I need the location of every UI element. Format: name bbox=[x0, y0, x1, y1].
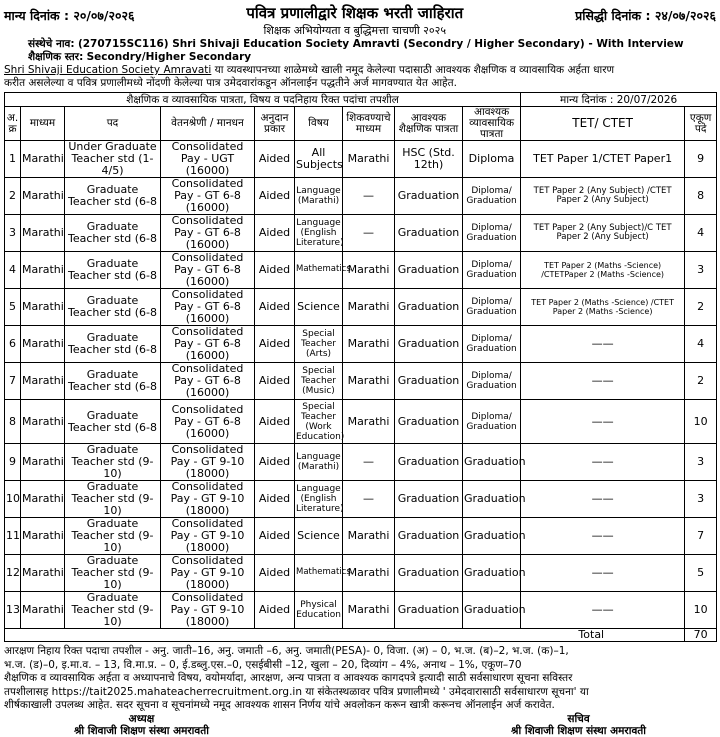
cell-medium: Marathi bbox=[21, 363, 65, 400]
signatures bbox=[4, 713, 716, 737]
cell-teach: — bbox=[343, 481, 395, 518]
footer-notes bbox=[4, 645, 716, 713]
cell-post: Graduate Teacher std (6-8 bbox=[65, 252, 161, 289]
total-row bbox=[5, 629, 717, 642]
cell-subject: Mathematics bbox=[295, 555, 343, 592]
cell-prof: Diploma/ Graduation bbox=[463, 215, 521, 252]
table-row bbox=[5, 518, 717, 555]
cell-posts: 2 bbox=[685, 289, 717, 326]
cell-teach: Marathi bbox=[343, 252, 395, 289]
table-header-row bbox=[5, 107, 717, 141]
cell-prof: Diploma/ Graduation bbox=[463, 400, 521, 444]
cell-teach: Marathi bbox=[343, 592, 395, 629]
header-center bbox=[246, 3, 463, 38]
cell-no: 4 bbox=[5, 252, 21, 289]
cell-no: 3 bbox=[5, 215, 21, 252]
cell-edu: Graduation bbox=[395, 481, 463, 518]
cell-posts: 2 bbox=[685, 363, 717, 400]
cell-medium: Marathi bbox=[21, 252, 65, 289]
col-header: पद bbox=[65, 107, 161, 141]
table-approval-date: मान्य दिनांक : 20/07/2026 bbox=[521, 93, 717, 107]
secretary-title: सचिव bbox=[567, 712, 590, 725]
cell-medium: Marathi bbox=[21, 215, 65, 252]
cell-prof: Graduation bbox=[463, 481, 521, 518]
cell-aid: Aided bbox=[255, 444, 295, 481]
cell-tet: —— bbox=[521, 363, 685, 400]
cell-aid: Aided bbox=[255, 400, 295, 444]
cell-pay: Consolidated Pay - GT 6-8 (16000) bbox=[161, 252, 255, 289]
table-row bbox=[5, 592, 717, 629]
cell-teach: — bbox=[343, 215, 395, 252]
publish-date-label: प्रसिद्धी दिनांक : २४/०७/२०२६ bbox=[575, 8, 716, 23]
col-header: विषय bbox=[295, 107, 343, 141]
cell-aid: Aided bbox=[255, 555, 295, 592]
cell-post: Graduate Teacher std (9-10) bbox=[65, 481, 161, 518]
cell-prof: Diploma/ Graduation bbox=[463, 252, 521, 289]
cell-subject: Special Teacher (Arts) bbox=[295, 326, 343, 363]
cell-edu: Graduation bbox=[395, 444, 463, 481]
cell-subject: Physical Education bbox=[295, 592, 343, 629]
cell-medium: Marathi bbox=[21, 518, 65, 555]
cell-edu: Graduation bbox=[395, 178, 463, 215]
cell-posts: 4 bbox=[685, 326, 717, 363]
cell-tet: TET Paper 2 (Any Subject)/C TET Paper 2 (Any Subject) bbox=[521, 215, 685, 252]
cell-tet: TET Paper 1/CTET Paper1 bbox=[521, 141, 685, 178]
cell-aid: Aided bbox=[255, 481, 295, 518]
cell-teach: Marathi bbox=[343, 518, 395, 555]
cell-post: Graduate Teacher std (9-10) bbox=[65, 444, 161, 481]
cell-medium: Marathi bbox=[21, 592, 65, 629]
cell-edu: Graduation bbox=[395, 555, 463, 592]
cell-tet: —— bbox=[521, 555, 685, 592]
cell-teach: Marathi bbox=[343, 400, 395, 444]
cell-medium: Marathi bbox=[21, 178, 65, 215]
cell-no: 13 bbox=[5, 592, 21, 629]
cell-edu: Graduation bbox=[395, 592, 463, 629]
cell-posts: 3 bbox=[685, 481, 717, 518]
cell-post: Graduate Teacher std (9-10) bbox=[65, 592, 161, 629]
cell-aid: Aided bbox=[255, 518, 295, 555]
cell-teach: Marathi bbox=[343, 141, 395, 178]
cell-posts: 8 bbox=[685, 178, 717, 215]
cell-edu: Graduation bbox=[395, 326, 463, 363]
signature-president bbox=[4, 713, 209, 737]
institute-info bbox=[4, 38, 716, 90]
institute-name: (270715SC116) Shri Shivaji Education Society Amravti (Secondry / Higher Secondary) - With Interview bbox=[77, 38, 684, 50]
notice-line-3: शीर्षकाखाली उपलब्ध आहेत. सदर सूचना व सूचनांमध्ये नमूद आवश्यक शासन निर्णय यांचे अवलोकन करून खात्री करूनच ऑनलाईन अर्ज करावेत. bbox=[4, 699, 555, 711]
cell-aid: Aided bbox=[255, 215, 295, 252]
cell-post: Graduate Teacher std (6-8 bbox=[65, 326, 161, 363]
cell-posts: 3 bbox=[685, 444, 717, 481]
cell-no: 12 bbox=[5, 555, 21, 592]
cell-edu: Graduation bbox=[395, 252, 463, 289]
cell-tet: —— bbox=[521, 326, 685, 363]
cell-aid: Aided bbox=[255, 592, 295, 629]
cell-no: 11 bbox=[5, 518, 21, 555]
cell-edu: Graduation bbox=[395, 215, 463, 252]
cell-teach: Marathi bbox=[343, 326, 395, 363]
notice-line-2: तपशीलासह https://tait2025.mahateacherrecruitment.org.in या संकेतस्थळावर पवित्र प्रणालीमध्ये ' उमेदवारासाठी सर्वसाधारण सूचना' या bbox=[4, 685, 589, 698]
page-subtitle: शिक्षक अभियोग्यता व बुद्धिमत्ता चाचणी २०२५ bbox=[263, 24, 447, 37]
cell-no: 1 bbox=[5, 141, 21, 178]
table-row bbox=[5, 481, 717, 518]
col-header: शिकवण्याचे माध्यम bbox=[343, 107, 395, 141]
secretary-org: श्री शिवाजी शिक्षण संस्था अमरावती bbox=[511, 724, 646, 737]
cell-pay: Consolidated Pay - GT 6-8 (16000) bbox=[161, 178, 255, 215]
col-header: अनुदान प्रकार bbox=[255, 107, 295, 141]
cell-posts: 7 bbox=[685, 518, 717, 555]
cell-subject: Language (English Literature) bbox=[295, 481, 343, 518]
cell-no: 7 bbox=[5, 363, 21, 400]
president-org: श्री शिवाजी शिक्षण संस्था अमरावती bbox=[74, 724, 209, 737]
level-label: शैक्षणिक स्तर: bbox=[28, 51, 84, 63]
approval-date-label: मान्य दिनांक : २०/०७/२०२६ bbox=[4, 8, 135, 23]
cell-medium: Marathi bbox=[21, 141, 65, 178]
cell-subject: All Subjects bbox=[295, 141, 343, 178]
cell-post: Graduate Teacher std (6-8 bbox=[65, 363, 161, 400]
cell-subject: Science bbox=[295, 518, 343, 555]
cell-subject: Mathematics bbox=[295, 252, 343, 289]
col-header: एकूण पदे bbox=[685, 107, 717, 141]
cell-teach: Marathi bbox=[343, 363, 395, 400]
table-row bbox=[5, 178, 717, 215]
cell-prof: Diploma/ Graduation bbox=[463, 289, 521, 326]
table-caption: शैक्षणिक व व्यावसायिक पात्रता, विषय व पदनिहाय रिक्त पदांचा तपशील bbox=[5, 93, 521, 107]
cell-pay: Consolidated Pay - GT 6-8 (16000) bbox=[161, 289, 255, 326]
reservation-line-1: आरक्षण निहाय रिक्त पदाचा तपशील - अनु. जाती–16, अनु. जमाती –6, अनु. जमाती(PESA)- 0, विजा. (अ) – 0, भ.ज. (ब)–2, भ.ज. (क)–1, bbox=[4, 645, 569, 657]
cell-prof: Graduation bbox=[463, 592, 521, 629]
cell-medium: Marathi bbox=[21, 481, 65, 518]
table-row bbox=[5, 141, 717, 178]
table-row bbox=[5, 215, 717, 252]
cell-tet: TET Paper 2 (Maths -Science) /CTET Paper 2 (Maths -Science) bbox=[521, 289, 685, 326]
table-row bbox=[5, 289, 717, 326]
cell-teach: Marathi bbox=[343, 555, 395, 592]
cell-edu: Graduation bbox=[395, 518, 463, 555]
cell-posts: 5 bbox=[685, 555, 717, 592]
cell-subject: Language (Marathi) bbox=[295, 178, 343, 215]
cell-prof: Graduation bbox=[463, 555, 521, 592]
cell-medium: Marathi bbox=[21, 400, 65, 444]
cell-prof: Diploma/ Graduation bbox=[463, 326, 521, 363]
cell-tet: TET Paper 2 (Maths -Science) /CTETPaper 2 (Maths -Science) bbox=[521, 252, 685, 289]
cell-pay: Consolidated Pay - GT 6-8 (16000) bbox=[161, 400, 255, 444]
intro-text-1: या व्यवस्थापनच्या शाळेमध्ये खाली नमूद केलेल्या पदासाठी आवश्यक शैक्षणिक व व्यावसायिक अर्हता धारण bbox=[214, 64, 615, 76]
cell-aid: Aided bbox=[255, 363, 295, 400]
cell-pay: Consolidated Pay - GT 6-8 (16000) bbox=[161, 215, 255, 252]
cell-tet: —— bbox=[521, 444, 685, 481]
cell-medium: Marathi bbox=[21, 326, 65, 363]
cell-post: Graduate Teacher std (9-10) bbox=[65, 555, 161, 592]
cell-subject: Special Teacher (Work Education) bbox=[296, 401, 345, 442]
table-row bbox=[5, 363, 717, 400]
cell-medium: Marathi bbox=[21, 444, 65, 481]
cell-tet: —— bbox=[521, 518, 685, 555]
cell-edu: Graduation bbox=[395, 400, 463, 444]
cell-subject: Language (English Literature) bbox=[295, 215, 343, 252]
cell-subject: Science bbox=[295, 289, 343, 326]
table-row bbox=[5, 326, 717, 363]
cell-pay: Consolidated Pay - UGT (16000) bbox=[161, 141, 255, 178]
cell-prof: Graduation bbox=[463, 444, 521, 481]
col-header: माध्यम bbox=[21, 107, 65, 141]
vacancy-table bbox=[4, 92, 717, 642]
cell-posts: 9 bbox=[685, 141, 717, 178]
col-header: आवश्यक शैक्षणिक पात्रता bbox=[395, 107, 463, 141]
cell-edu: Graduation bbox=[395, 289, 463, 326]
col-header: अ. क्र bbox=[5, 107, 21, 141]
cell-tet: TET Paper 2 (Any Subject) /CTET Paper 2 (Any Subject) bbox=[521, 178, 685, 215]
cell-no: 6 bbox=[5, 326, 21, 363]
cell-no: 9 bbox=[5, 444, 21, 481]
cell-aid: Aided bbox=[255, 289, 295, 326]
col-header: आवश्यक व्यावसायिक पात्रता bbox=[463, 107, 521, 141]
cell-posts: 10 bbox=[685, 592, 717, 629]
cell-post: Graduate Teacher std (9-10) bbox=[65, 518, 161, 555]
intro-institute: Shri Shivaji Education Society Amravati bbox=[4, 64, 212, 76]
cell-aid: Aided bbox=[255, 178, 295, 215]
table-row bbox=[5, 252, 717, 289]
cell-pay: Consolidated Pay - GT 9-10 (18000) bbox=[161, 555, 255, 592]
cell-teach: — bbox=[343, 444, 395, 481]
cell-aid: Aided bbox=[255, 326, 295, 363]
cell-no: 10 bbox=[5, 481, 21, 518]
cell-post: Graduate Teacher std (6-8 bbox=[65, 400, 161, 444]
cell-medium: Marathi bbox=[21, 555, 65, 592]
cell-prof: Graduation bbox=[463, 518, 521, 555]
cell-pay: Consolidated Pay - GT 6-8 (16000) bbox=[161, 326, 255, 363]
total-label: Total bbox=[5, 629, 685, 642]
cell-tet: —— bbox=[521, 592, 685, 629]
intro-text-2: करीत असलेल्या व पवित्र प्रणालीमध्ये नोंदणी केलेल्या पात्र उमेदवारांकडून ऑनलाईन पद्धतीने अर्ज मागवण्यात येत आहेत. bbox=[4, 77, 457, 89]
cell-post: Under Graduate Teacher std (1-4/5) bbox=[65, 141, 161, 178]
cell-posts: 4 bbox=[685, 215, 717, 252]
cell-subject: Special Teacher (Music) bbox=[295, 363, 343, 400]
cell-no: 5 bbox=[5, 289, 21, 326]
cell-pay: Consolidated Pay - GT 9-10 (18000) bbox=[161, 518, 255, 555]
cell-edu: HSC (Std. 12th) bbox=[395, 141, 463, 178]
col-header: TET/ CTET bbox=[521, 107, 685, 141]
cell-teach: — bbox=[343, 178, 395, 215]
page-title: पवित्र प्रणालीद्वारे शिक्षक भरती जाहिरात bbox=[246, 4, 464, 22]
table-row bbox=[5, 555, 717, 592]
table-row bbox=[5, 400, 717, 444]
cell-pay: Consolidated Pay - GT 9-10 (18000) bbox=[161, 481, 255, 518]
total-value: 70 bbox=[685, 629, 717, 642]
col-header: वेतनश्रेणी / मानधन bbox=[161, 107, 255, 141]
cell-prof: Diploma bbox=[463, 141, 521, 178]
cell-tet: —— bbox=[521, 481, 685, 518]
cell-post: Graduate Teacher std (6-8 bbox=[65, 289, 161, 326]
cell-prof: Diploma/ Graduation bbox=[463, 178, 521, 215]
table-caption-row bbox=[5, 93, 717, 107]
cell-pay: Consolidated Pay - GT 9-10 (18000) bbox=[161, 444, 255, 481]
cell-no: 2 bbox=[5, 178, 21, 215]
notice-line-1: शैक्षणिक व व्यावसायिक अर्हता व अध्यापनाचे विषय, वयोमर्यादा, आरक्षण, अन्य पात्रता व आवश्यक कागदपत्रे इत्यादी साठी सर्वसाधारण सूचना सविस्तर bbox=[4, 672, 573, 684]
cell-teach: Marathi bbox=[343, 289, 395, 326]
signature-secretary bbox=[511, 713, 716, 737]
president-title: अध्यक्ष bbox=[128, 712, 155, 725]
cell-posts: 3 bbox=[685, 252, 717, 289]
cell-aid: Aided bbox=[255, 141, 295, 178]
header bbox=[4, 3, 716, 38]
cell-medium: Marathi bbox=[21, 289, 65, 326]
cell-tet: —— bbox=[521, 400, 685, 444]
cell-post: Graduate Teacher std (6-8 bbox=[65, 215, 161, 252]
cell-subject: Language (Marathi) bbox=[295, 444, 343, 481]
cell-no: 8 bbox=[5, 400, 21, 444]
cell-posts: 10 bbox=[685, 400, 717, 444]
table-row bbox=[5, 444, 717, 481]
institute-label: संस्थेचे नाव: bbox=[28, 38, 75, 50]
cell-pay: Consolidated Pay - GT 9-10 (18000) bbox=[161, 592, 255, 629]
cell-prof: Diploma/ Graduation bbox=[463, 363, 521, 400]
reservation-line-2: भ.ज. (ड)–0, इ.मा.व. – 13, वि.मा.प्र. – 0, ई.डब्लु.एस.–0, एसईबीसी –12, खुला – 20, दिव्यांग – 4%, अनाथ – 1%, एकूण–70 bbox=[4, 658, 522, 671]
cell-edu: Graduation bbox=[395, 363, 463, 400]
cell-pay: Consolidated Pay - GT 6-8 (16000) bbox=[161, 363, 255, 400]
cell-post: Graduate Teacher std (6-8 bbox=[65, 178, 161, 215]
level-value: Secondry/Higher Secondary bbox=[86, 51, 252, 63]
cell-aid: Aided bbox=[255, 252, 295, 289]
